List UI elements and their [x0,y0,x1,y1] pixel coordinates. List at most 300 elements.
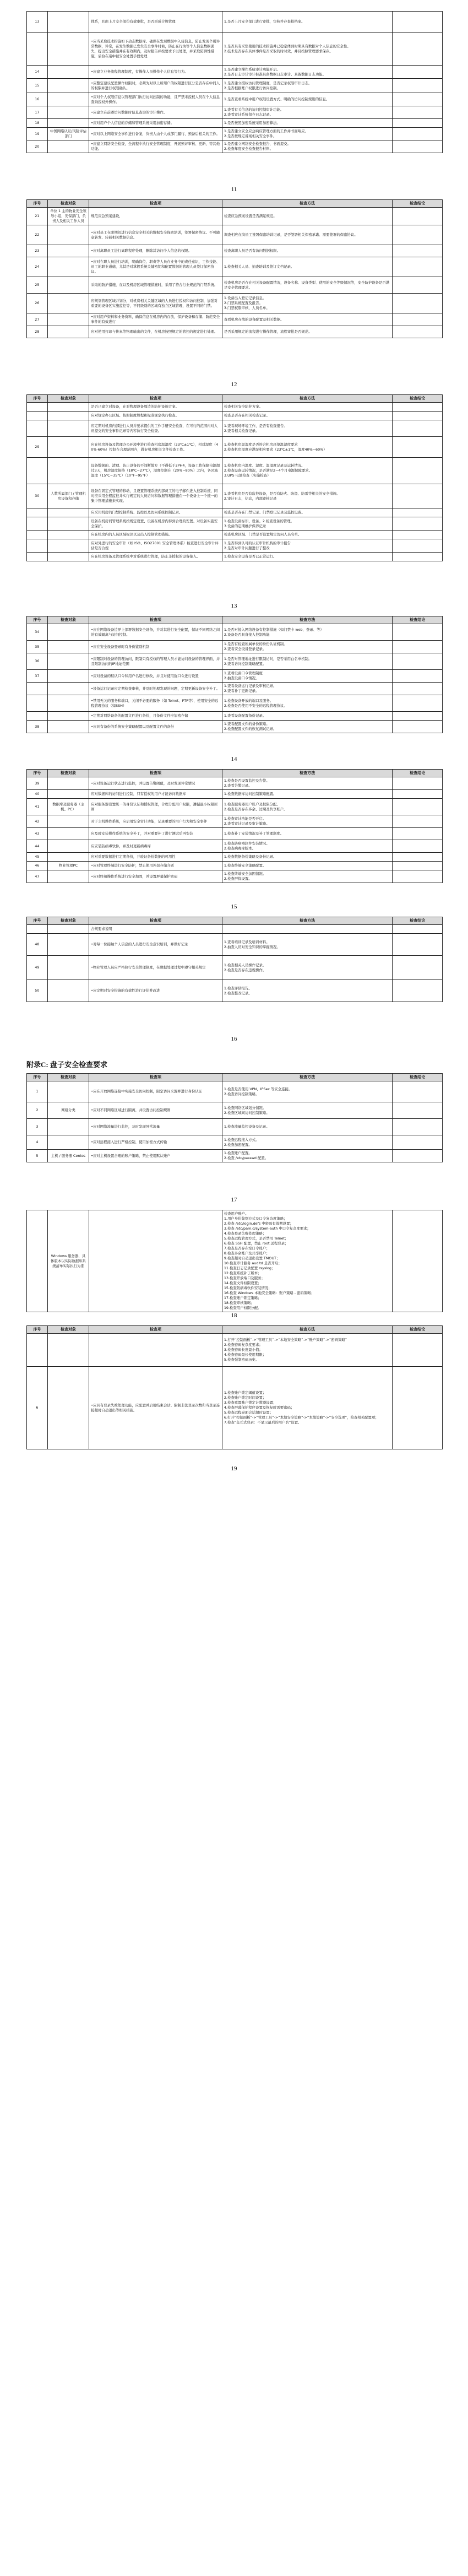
table-body [27,624,443,733]
check-table [26,616,443,733]
cell-obj [47,956,89,980]
cell-no: 22 [27,225,48,245]
cell-no: 28 [27,326,48,338]
cell-result [393,12,443,33]
cell-no [27,403,48,412]
cell-method: 1.检查服务器用户账户及权限分配。 2.检查是否存在多余、过期及共享账户。 [222,799,393,815]
page-number: 14 [231,756,237,762]
cell-obj [47,1135,89,1150]
column-header: 序号 [27,770,48,777]
table-page-13 [26,394,443,561]
cell-no: 21 [27,208,48,225]
cell-method: 1.检查流量监控设备及记录。 [222,1119,393,1135]
cell-result [393,815,443,828]
cell-obj [47,420,89,437]
header-row [27,395,443,403]
cell-method: 1.检查审计功能是否开启。 2.查看审计记录及审计策略。 [222,815,393,828]
page-number: 18 [231,1312,237,1319]
table-row [27,420,443,437]
cell-result [393,140,443,153]
table-row [27,1102,443,1119]
table-page-11 [26,11,443,153]
cell-result [393,93,443,106]
cell-no [27,925,48,934]
column-header: 检查项 [89,917,222,925]
cell-item: 应规划管理区域并划分，对机房相关关键区域的人员进行授权和访问控制，加强对重要的设备区实施监控等，不同级别的区域有独立区域管理，设置不同的门禁。 [89,294,222,313]
cell-method: 检查相关安全防护方案。 [222,403,393,412]
table-page-18 [26,1210,443,1312]
table-row [27,695,443,712]
cell-obj [47,925,89,934]
header-row [27,200,443,208]
column-header: 检查项 [89,395,222,403]
cell-result [393,1135,443,1150]
cell-result [393,1367,443,1449]
cell-obj: 物业管理PC [47,862,89,870]
cell-item: •应在安全设备登录时有身份鉴别机制 [89,641,222,653]
cell-result [393,712,443,721]
cell-result [393,1102,443,1119]
table-body [27,12,443,153]
cell-result [393,925,443,934]
table-row [27,853,443,862]
cell-item: •应对离职员工进行离职程序处理，删除其访问个人信息的权限。 [89,245,222,257]
cell-method: 1.是否建立安全应急响应管理方面的工作并书面响应。 2.是否按规定备案相关安全事件。 [222,128,393,140]
cell-no: 41 [27,799,48,815]
cell-result [393,1119,443,1135]
table-row [27,119,443,128]
cell-item: •设备运行记录应定期检查审核，并及时处理发现的问题，定期更新设备安全补丁。 [89,683,222,695]
cell-no: 27 [27,313,48,326]
cell-result [393,119,443,128]
cell-item: 应对数据库的访问进行控制，只有授权的用户才能访问数据库 [89,790,222,799]
cell-method: 检查是否存在门禁记录、门禁登记记录及监控设备。 [222,508,393,517]
cell-method: 1.检查评估报告。 2.检查整改记录。 [222,980,393,1002]
cell-method: 1.查看设备配置备份记录。 [222,712,393,721]
cell-method: 检查应急预案设置是否满足规范。 [222,208,393,225]
table-row [27,539,443,553]
column-header: 检查项 [89,616,222,624]
cell-result [393,420,443,437]
cell-obj [47,815,89,828]
table-row [27,1367,443,1449]
table-page-15 [26,769,443,883]
cell-obj [47,721,89,733]
column-header: 序号 [27,1074,48,1081]
cell-method: 1.检查终端安全加固情况。 2.检查屏保设置。 [222,870,393,883]
cell-no [27,508,48,517]
table-row [27,508,443,517]
cell-method: 1.设备出入登记记录信息。 2.门禁系统配置及报告。 3.门禁权限审核，人员名单。 [222,294,393,313]
cell-method: 1.检查机房温湿度是否符合机房环境温湿度要求 2.检查机房湿度应满足相应要求（23℃±1℃，湿度40%~60%） [222,437,393,458]
cell-obj [47,712,89,721]
column-header: 检查对象 [47,395,89,403]
column-header: 检查方法 [222,1074,393,1081]
cell-item: •应限制对设备的管理访问，限制只有授权的管理人员才能访问设备的管理界面，并且限制访问的IP地址范围 [89,653,222,670]
table-header [27,917,443,925]
table-row [27,925,443,934]
cell-obj [47,106,89,119]
cell-obj [47,140,89,153]
page-number: 12 [231,381,237,388]
cell-no: 24 [27,257,48,277]
cell-obj [47,553,89,561]
cell-item: 应对重要数据进行定期备份，并验证备份数据的可用性 [89,853,222,862]
cell-obj [47,257,89,277]
cell-method: 1.检查网络区域划分情况。 2.检查区域间访问控制策略。 [222,1102,393,1119]
cell-item: •应建立业务流程管理制度，有操作人员操作个人信息等行为。 [89,66,222,79]
cell-method: 1.查看设备口令管理制度 2.抽查设备口令情况。 [222,670,393,683]
cell-result [393,517,443,531]
cell-no: 14 [27,66,48,79]
cell-item: •应整定建议配置操作权限时，必须为对以上所用户的权限进行区分是否存在中间人的权限并进行权限确认。 [89,79,222,93]
cell-result [393,862,443,870]
cell-obj [47,225,89,245]
cell-result [393,1210,443,1312]
cell-item: •应对终端操作系统进行安全加固，并设置屏幕保护密码 [89,870,222,883]
cell-item: •应对管理终端进行安全防护，禁止使用外部存储介质 [89,862,222,870]
cell-result [393,1150,443,1162]
cell-no: 17 [27,106,48,119]
table-row [27,641,443,653]
cell-obj [47,245,89,257]
table-row [27,1135,443,1150]
cell-obj [47,653,89,670]
cell-item: •应对以上网络安全事件进行备案，负责人由个人或部门履行、预备后相关的工作。 [89,128,222,140]
cell-method: 1.是否对接入网络设备有控制措施（如门禁卡 web、登录、等） 2.设备是否具备接入控制功能 [222,624,393,641]
cell-no [27,420,48,437]
cell-result [393,66,443,79]
cell-obj [47,12,89,33]
column-header: 检查方法 [222,1326,393,1334]
cell-item: •应对个人权限信息以管理部门执行访问控制的功能，且严禁未授权人员在个人信息查询授权外操作。 [89,93,222,106]
column-header: 检查方法 [222,200,393,208]
cell-obj [47,33,89,66]
header-row [27,770,443,777]
check-table [26,1073,443,1162]
table-row [27,313,443,326]
cell-no [27,458,48,484]
cell-no: 47 [27,870,48,883]
cell-item: 应对外进行的安全审计（如 ISO、ISO27001 安全管理体系）检查进行安全审计评估是否合规 [89,539,222,553]
cell-method: 1.检查账户配置。 2.检查 /etc/passwd 配置。 [222,1150,393,1162]
cell-no: 26 [27,294,48,313]
cell-method: 1.检查设备标识、设备。2.检查设备的管理。 3.设备的定期维护保养记录 [222,517,393,531]
cell-result [393,458,443,484]
cell-result [393,531,443,539]
table-row [27,840,443,853]
cell-method: 1.查看设备运行记录及审核记录。 2.查看补丁更新记录。 [222,683,393,695]
table-page-14 [26,616,443,733]
appendix-title: 附录C: 盘子安全检查要求 [26,1060,107,1069]
table-row [27,777,443,790]
check-table [26,1325,443,1449]
table-row [27,1150,443,1162]
cell-item: •应建立网络安全检查，全流程中执行安全管理制度，开展预评审核、更新，等其他功能。 [89,140,222,153]
cell-result [393,853,443,862]
cell-item: 采取的防护措施，在以及机房区域管理措施时，采用了符合行业规范的门禁系统。 [89,277,222,294]
table-row [27,484,443,508]
cell-result [393,277,443,294]
cell-result [393,670,443,683]
table-row [27,257,443,277]
cell-method: 1.查看机房是否有监控设备，是否有防火、防盗、防雷等相关的安全措施。 2.审计日志，信息，内部审核记录 [222,484,393,508]
cell-obj [47,66,89,79]
cell-method: 1.是否建立操作系统审计功能开启。 2.是否日志审计审计标准具备数据日志审计、具备数据日志功能。 [222,66,393,79]
table-row [27,294,443,313]
cell-method: 1.检查数据备份策略及备份记录。 [222,853,393,862]
cell-item: 合规要求说明 [89,925,222,934]
table-header [27,395,443,403]
page-number: 17 [231,1197,237,1203]
cell-item: 应对使用打印与传真等物理输出的文件，在机房按照规定的管控的规定进行处理。 [89,326,222,338]
cell-method: 1.检查机房内温度、湿度、温湿度记录及运转情况。 2.检查设备运转情况，是否满足2~4个月电源保障要求。 3.UPS 电池检查（实施检查） [222,458,393,484]
cell-method: 1.查看配置文件的备份策略。 2.检查配置文件的恢复测试记录。 [222,721,393,733]
cell-result [393,799,443,815]
table-row [27,245,443,257]
cell-no [27,695,48,712]
cell-obj [47,641,89,653]
column-header: 检查方法 [222,917,393,925]
cell-result [393,553,443,561]
cell-item: 体系，且由上月安全部份有效审批，是否形成合规管理 [89,12,222,33]
cell-method: 1.是否得到认可的认证审计机构的审计报告 2.是否对审计问题进行了整改 [222,539,393,553]
cell-result [393,721,443,733]
cell-no: 15 [27,79,48,93]
cell-no: 6 [27,1367,48,1449]
cell-item: •应对设备运行状态进行监控，并设置告警阈值，及时发现异常情况 [89,777,222,790]
cell-obj [47,870,89,883]
cell-result [393,313,443,326]
column-header: 检查方法 [222,770,393,777]
cell-result [393,934,443,956]
cell-no [27,517,48,531]
cell-obj [47,313,89,326]
column-header: 检查项 [89,200,222,208]
table-row [27,437,443,458]
header-row [27,917,443,925]
cell-result [393,695,443,712]
cell-method: 1.查看培训记录及培训材料。 2.抽查人员对安全知识的掌握情况。 [222,934,393,956]
cell-result [393,257,443,277]
table-row [27,1334,443,1367]
cell-item: •应对员工在职期间进行信息安全相关的数据安全保密培训，签署保密协议。不可随意转发、转载相关数据信息。 [89,225,222,245]
cell-no: 44 [27,840,48,853]
table-row [27,412,443,420]
cell-item: 应在机房内的人员区域标识以及出入控制管理措施。 [89,531,222,539]
cell-method: 1.检查远程接入方式。 2.检查加密配置。 [222,1135,393,1150]
cell-method: 1.检查补丁安装情况及补丁管理制度。 [222,828,393,840]
table-body [27,403,443,561]
table-row [27,553,443,561]
cell-obj [47,326,89,338]
cell-method: 1.查看现场环境工作，是否有检查报告。 2.查看相关检查记录。 [222,420,393,437]
table-row [27,403,443,412]
cell-obj [47,980,89,1002]
cell-no [27,531,48,539]
cell-result [393,624,443,641]
cell-no: 19 [27,128,48,140]
cell-obj: 中国网络认证/风险评估部门 [47,128,89,140]
table-row [27,790,443,799]
cell-no: 40 [27,790,48,799]
cell-obj [47,403,89,412]
cell-method: 1.是否对管理地址进行限制访问，是否采用白名单机制。 2.查看访问控制策略配置。 [222,653,393,670]
cell-result [393,294,443,313]
cell-no [27,539,48,553]
check-table [26,394,443,561]
cell-obj [47,458,89,484]
cell-item: 应在机房设备及管理系统中对系统进行管理，防止非授权的设备接入。 [89,553,222,561]
cell-item: 设备在机房间管理系统按规定设置、设备在机房内得到合理的安置、对设备实施安全保护。 [89,517,222,531]
cell-obj [47,531,89,539]
cell-no: 39 [27,777,48,790]
cell-item: 应对规定办公区域、按照制度规程和标准规定执行检查。 [89,412,222,420]
cell-method: 查看机房存放的设备配置及相关数据。 [222,313,393,326]
cell-no: 30 [27,484,48,508]
cell-obj [47,1334,89,1367]
cell-item: •应对主机设置合理的账户策略，禁止使用默认账户 [89,1150,222,1162]
column-header: 检查对象 [47,1326,89,1334]
table-row [27,799,443,815]
table-row [27,934,443,956]
column-header: 序号 [27,395,48,403]
cell-item: •应当采取技术措施如下动态数据库、确保在发现数据中入侵信息，防止发现个别异常数据，异常，在发生数据已发生安全事件时候，防止在行为等个人信息数据丢失，提出安全措施并在有效期内，及时报告并按要求予以处理，并采取防御性措施，后台在案中被安全处置手段处理 [89,33,222,66]
cell-obj: 人数所属部门 / 管理机房设备和存储 [47,484,89,508]
table-row [27,862,443,870]
cell-method: 1.检查账户锁定阈值设置； 2.检查账户锁定时间设置； 3.检查重置账户锁定计数器设置； 4.检查屏幕保护程序设置及恢复时需要密码； 5.检查远程桌面会话超时设置； 6.打开“控制面板”->“管理工具”->“本地安全策略”->“本地策略”->“安全选项”，检查相关配置项； 7.检查“交互式登录：不显示最后的用户名”设置。 [222,1367,393,1449]
cell-item: •应对远程接入进行严格控制，使用加密方式传输 [89,1135,222,1150]
header-row [27,616,443,624]
cell-obj: 数据库及服务器（主机、PC） [47,799,89,815]
cell-no: 48 [27,934,48,956]
cell-result [393,208,443,225]
cell-item: •应对设备的默认口令和用户名进行修改，并且对使用强口令进行设置 [89,670,222,683]
cell-no [27,683,48,695]
cell-item: 应对服务器设置统一的身份认证和授权管理，合理分配用户权限，遵循最小权限原则 [89,799,222,815]
cell-method: 1.检查设备开放的端口及服务。 2.检查是否使用不安全的远程管理协议。 [222,695,393,712]
page-number: 11 [231,186,237,193]
cell-item: 应在机房设备及管理办公环境中进行检查机房温湿度（23℃±1℃），相对湿度（40%-60%）控制在合理范围内，做好机房相关文件检查工作。 [89,437,222,458]
cell-obj: 网络分类 [47,1102,89,1119]
cell-obj: Windows 服务器，具体版本以实际数据库系统清单实际执行为准 [47,1210,89,1312]
column-header: 检查对象 [47,917,89,925]
cell-item: •物业管理人员应严格执行安全管理制度，在数据处理过程中遵守相关规定 [89,956,222,980]
cell-no: 37 [27,670,48,683]
table-header [27,770,443,777]
cell-result [393,870,443,883]
cell-no: 50 [27,980,48,1002]
table-row [27,128,443,140]
cell-method: 1.是否建立网络安全检查报告，书面提交。 2.检查年度安全检查报告材料。 [222,140,393,153]
cell-item: 是否已建立对设备，在对物理设备周边的防护设施方案。 [89,403,222,412]
check-table [26,11,443,153]
cell-result [393,128,443,140]
column-header: 序号 [27,1326,48,1334]
table-header [27,1326,443,1334]
cell-item: •定期对网络设备的配置文件进行备份，且备份文件应加密存储 [89,712,222,721]
header-row [27,1074,443,1081]
column-header: 检查结论 [393,1326,443,1334]
cell-obj [47,294,89,313]
cell-obj [47,695,89,712]
cell-obj: 主机 / 服务器 Centos [47,1150,89,1162]
column-header: 序号 [27,917,48,925]
cell-method: 1.检查是否使用 VPN、IPSec 等安全连接。 2.检查访问控制策略。 [222,1081,393,1102]
table-row [27,683,443,695]
cell-result [393,225,443,245]
table-page-17 [26,1073,443,1162]
table-row [27,225,443,245]
table-row [27,517,443,531]
cell-method: 1.检查终端安全策略配置。 [222,862,393,870]
cell-method: 1.查看有关信息的访问控制审计功能。 2.查看审计系统留存日志记录。 [222,106,393,119]
header-row [27,1326,443,1334]
cell-method: 1.是否上月安全部门进行审批，审核并存查检档案。 [222,12,393,33]
table-row [27,140,443,153]
cell-obj [47,790,89,799]
table-row [27,93,443,106]
cell-obj [47,119,89,128]
cell-result [393,508,443,517]
cell-obj [47,840,89,853]
table-row [27,1119,443,1135]
cell-method: 1.检查相关人员、抽查培训及签订文档记录。 [222,257,393,277]
cell-no: 43 [27,828,48,840]
cell-result [393,980,443,1002]
cell-obj [47,93,89,106]
cell-no: 18 [27,119,48,128]
column-header: 检查结论 [393,917,443,925]
cell-item: •应具有登录失败处理功能，应配置并启用结束会话、限制非法登录次数和当登录连接超时自动退出等相关措施。 [89,1367,222,1449]
table-body [27,1081,443,1162]
cell-no: 20 [27,140,48,153]
cell-no [27,412,48,420]
column-header: 序号 [27,200,48,208]
table-row [27,870,443,883]
cell-no: 5 [27,1150,48,1162]
cell-no [27,1210,48,1312]
column-header: 检查对象 [47,770,89,777]
table-row [27,653,443,670]
cell-result [393,106,443,119]
cell-result [393,326,443,338]
cell-method: 1.是否有检查所属单位的身份认证机制。 2.查看安全设备登录记录。 [222,641,393,653]
cell-no: 42 [27,815,48,828]
cell-result [393,683,443,695]
cell-item: •应定期对安全措施的有效性进行评估并改进 [89,980,222,1002]
column-header: 检查项 [89,1074,222,1081]
page-number: 13 [231,603,237,609]
cell-item: 应采用机房的门禁控制系统、监控以及访问系统控制记录。 [89,508,222,517]
table-body [27,208,443,338]
cell-result [393,437,443,458]
cell-obj [47,539,89,553]
cell-result [393,484,443,508]
cell-method: 检查机房是否存在相关设备配置情况，设备名称、设备类型、使用的安全等级情况等，安全防护设备是否满足安全管理要求。 [222,277,393,294]
column-header: 检查结论 [393,616,443,624]
table-row [27,458,443,484]
cell-no: 3 [27,1119,48,1135]
cell-item: 对于主机操作系统，应启用安全审计功能，记录重要的用户行为和安全事件 [89,815,222,828]
cell-item: 规范应急预案建设， [89,208,222,225]
cell-no: 45 [27,853,48,862]
cell-result [393,403,443,412]
table-header [27,616,443,624]
cell-no: 16 [27,93,48,106]
cell-no: 1 [27,1081,48,1102]
cell-method: 1.是否按照加密系统采用加密算法。 [222,119,393,128]
